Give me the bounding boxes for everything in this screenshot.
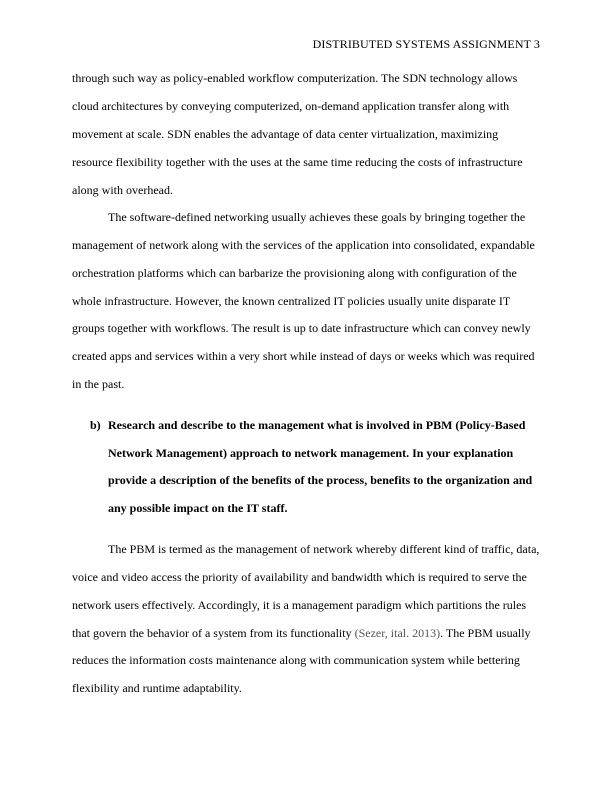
paragraph-3-line-2: voice and video access the priority of availability and bandwidth which is required to serve the: [72, 570, 527, 584]
paragraph-3-line-3: network users effectively. Accordingly, it is a management paradigm which partitions the rules: [72, 598, 527, 612]
paragraph-3-line-6: flexibility and runtime adaptability.: [72, 681, 242, 695]
citation: (Sezer, ital. 2013): [354, 626, 441, 640]
paragraph-1-line-3: movement at scale. SDN enables the advantage of data center virtualization, maximizing: [72, 127, 499, 141]
paragraph-1-line-4: resource flexibility together with the uses at the same time reducing the costs of infrastructure: [72, 155, 523, 169]
paragraph-3-line-1: The PBM is termed as the management of network whereby different kind of traffic, data,: [108, 542, 540, 556]
paragraph-2-line-5: groups together with workflows. The result is up to date infrastructure which can convey newly: [72, 321, 531, 335]
paragraph-2-line-2: management of network along with the services of the application into consolidated, expandable: [72, 238, 535, 252]
paragraph-1-line-5: along with overhead.: [72, 183, 173, 197]
paragraph-3-line-4-tail: . The PBM usually: [440, 626, 531, 640]
paragraph-3-line-4-text: that govern the behavior of a system from its functionality: [72, 626, 352, 640]
paragraph-3-line-5: reduces the information costs maintenance along with communication system while bettering: [72, 653, 520, 667]
paragraph-2-line-1: The software-defined networking usually achieves these goals by bringing together the: [108, 210, 526, 224]
paragraph-2-line-6: created apps and services within a very short while instead of days or weeks which was required: [72, 349, 535, 363]
paragraph-1-line-2: cloud architectures by conveying computerized, on-demand application transfer along with: [72, 99, 510, 113]
question-line-3: provide a description of the benefits of the process, benefits to the organization and: [108, 473, 533, 487]
question-line-2: Network Management) approach to network management. In your explanation: [108, 446, 514, 460]
question-marker: b): [90, 418, 101, 432]
paragraph-2-line-7: in the past.: [72, 377, 125, 391]
paragraph-2-line-3: orchestration platforms which can barbarize the provisioning along with configuration of the: [72, 266, 517, 280]
paragraph-1-line-1: through such way as policy-enabled workflow computerization. The SDN technology allows: [72, 71, 518, 85]
question-line-4: any possible impact on the IT staff.: [108, 501, 288, 515]
paragraph-3-line-4: [72, 625, 531, 641]
paragraph-2-line-4: whole infrastructure. However, the known centralized IT policies usually unite disparate IT: [72, 294, 511, 308]
running-head: DISTRIBUTED SYSTEMS ASSIGNMENT 3: [312, 37, 540, 51]
question-line-1: Research and describe to the management what is involved in PBM (Policy-Based: [108, 418, 526, 432]
